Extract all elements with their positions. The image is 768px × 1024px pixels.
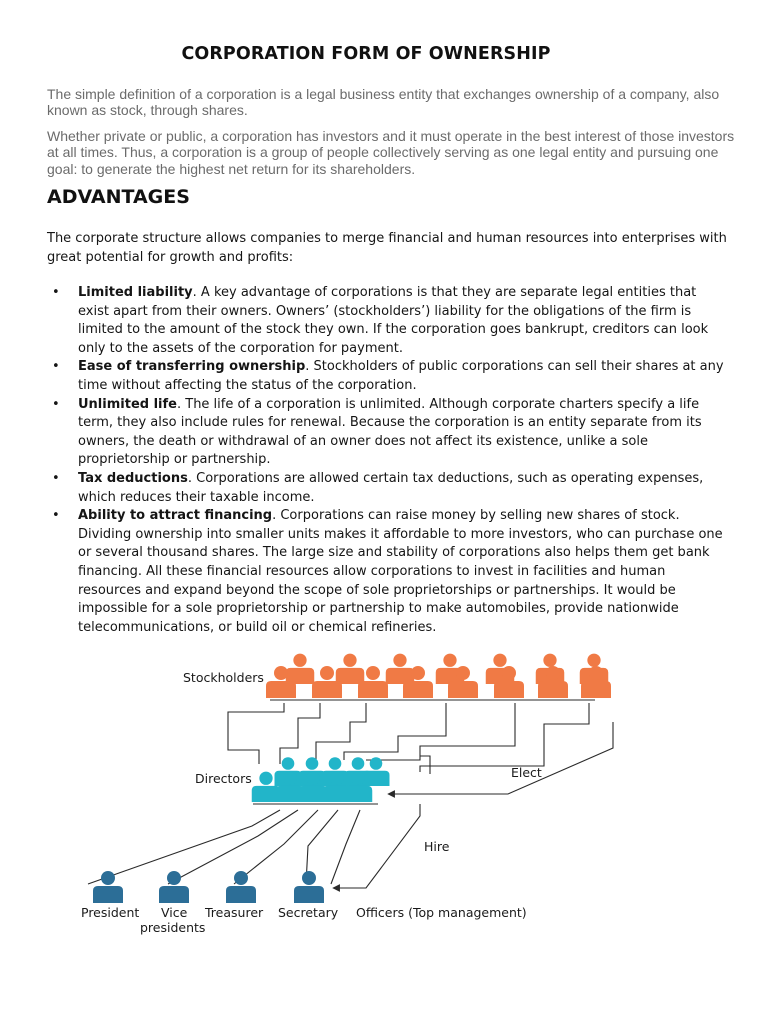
stockholder-figure [386,654,415,684]
ownership-diagram [48,648,658,940]
connector-line [280,703,320,764]
item-term: Tax deductions [78,470,188,486]
officer-label-secretary: Secretary [278,905,339,920]
officer-label-president: President [81,905,140,920]
connector-line [88,810,280,884]
connector-line [228,703,284,764]
officer-figure [226,871,256,903]
item-term: Ease of transferring ownership [78,359,306,375]
officers-group-label: Officers (Top management) [356,905,527,920]
item-term: Limited liability [78,285,193,300]
elect-label: Elect [511,765,542,780]
officer-label-presidents: presidents [140,920,206,935]
hire-label: Hire [424,839,450,854]
advantages-heading: ADVANTAGES [47,186,190,208]
stockholders-label: Stockholders [183,670,264,685]
page-title: CORPORATION FORM OF OWNERSHIP [181,44,551,64]
item-text: . The life of a corporation is unlimited. Although corporate charters specify a life term, they also include rules for renewal. Because the corporation is an entity separate from its owners, the death or withdrawal of an owner does not affect its existence, unlike a sole proprietorship or partnership. [78,396,702,468]
item-text: . Stockholders of public corporations can sell their shares at any time without affecting the status of the corporation. [78,359,724,393]
list-item [47,358,727,395]
connector-line [168,810,298,884]
list-item [47,284,727,358]
list-item [47,470,727,507]
list-item [47,507,727,637]
intro-paragraph-2: Whether private or public, a corporation has investors and it must operate in the best interest of those investors at all times. Thus, a corporation is a group of people collectively serving as one legal entity and pursuing one goal: to generate the highest net return for its shareholders. [47,128,735,177]
connector-line [420,703,589,772]
advantages-lead: The corporate structure allows companies to merge financial and human resources into enterprises with great potential for growth and profits: [47,231,727,265]
elect-arrow [388,722,613,794]
advantages-list [47,284,727,637]
item-term: Unlimited life [78,396,177,412]
stockholders-group [266,654,611,698]
connector-line [344,703,446,760]
item-term: Ability to attract financing [78,508,273,524]
directors-group [252,757,390,802]
hire-arrow [333,804,420,888]
directors-label: Directors [195,771,252,786]
officers-group [93,871,324,903]
director-figure [363,757,390,786]
intro-paragraph-1: The simple definition of a corporation is a legal business entity that exchanges ownership of a company, also known as stock, through shares. [47,86,720,119]
item-text: . Corporations can raise money by selling new shares of stock. Dividing ownership into smaller units makes it affordable to more investors, who can purchase one or several thousand shares. The large size and stability of corporations also helps them get bank financing. All these financial resources allow corporations to invest in facilities and human resources and expand beyond the scope of sole proprietorships or partnerships. It would be impossible for a sole proprietorship or partnership to make automobiles, provide nationwide telecommunications, or build oil or chemical refineries. [78,508,723,635]
item-text: . A key advantage of corporations is that they are separate legal entities that exist apart from their owners. Owners’ (stockholders’) liability for the obligations of the firm is limited to the amount of the stock they own. If the corporation goes bankrupt, creditors can look only to the assets of the corporation for payment. [78,285,709,356]
stockholder-figure [336,654,365,684]
stockholder-figure [286,654,315,684]
officer-figure [93,871,123,903]
item-text: . Corporations are allowed certain tax deductions, such as operating expenses, which reduces their taxable income. [78,470,704,505]
officer-figure [294,871,324,903]
list-item [47,396,727,470]
officer-label-treasurer: Treasurer [205,905,264,920]
connector-line [420,756,430,774]
connector-line [331,810,360,884]
officer-label-vice: Vice [161,905,188,920]
